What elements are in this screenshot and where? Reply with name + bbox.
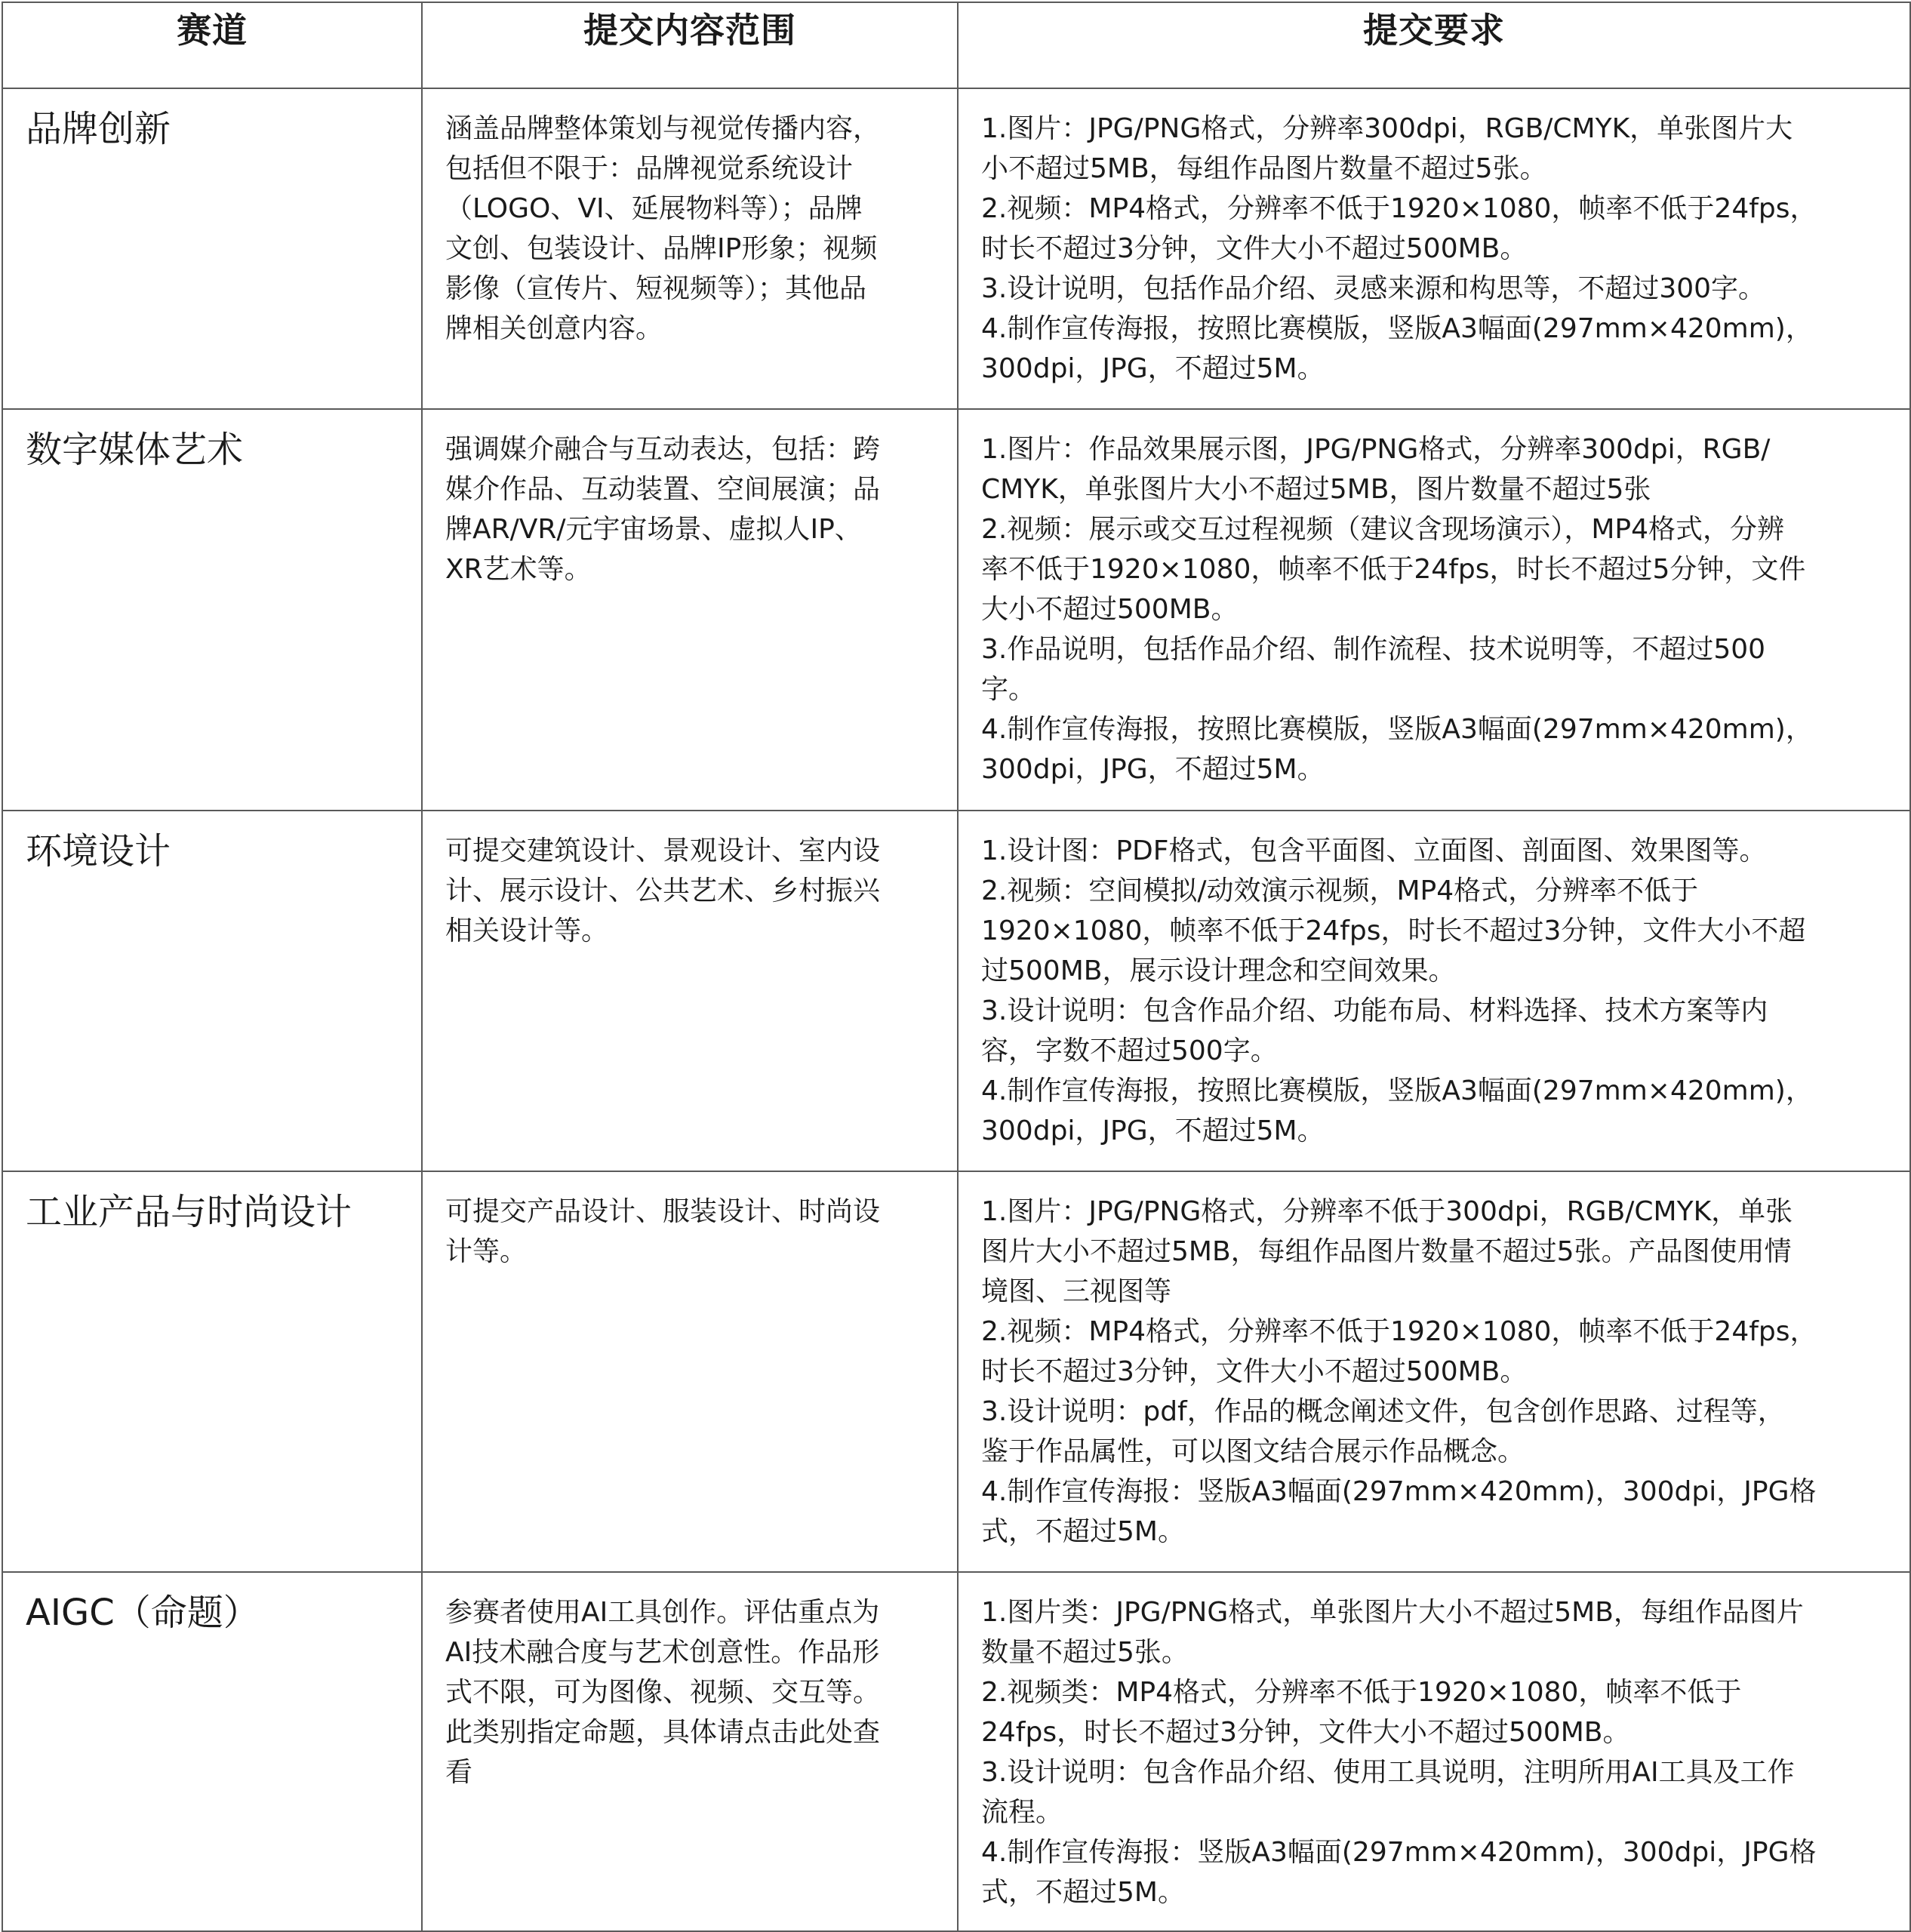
- requirement-item: 1.图片类：JPG/PNG格式，单张图片大小不超过5MB，每组作品图片 数量不超过5张。: [981, 1597, 1804, 1668]
- header-scope: 提交内容范围: [422, 2, 958, 88]
- table-row: [2, 811, 1910, 1171]
- track-name: AIGC（命题）: [26, 1592, 260, 1634]
- requirement-item: 2.视频：MP4格式，分辨率不低于1920×1080，帧率不低于24fps， 时长不超过3分钟，文件大小不超过500MB。: [981, 1316, 1817, 1387]
- requirement-item: 4.制作宣传海报，按照比赛模版，竖版A3幅面(297mm×420mm)， 300dpi，JPG，不超过5M。: [981, 313, 1813, 384]
- requirements-cell: [958, 88, 1910, 409]
- requirement-item: 1.图片：作品效果展示图，JPG/PNG格式，分辨率300dpi，RGB/ CMYK，单张图片大小不超过5MB，图片数量不超过5张: [981, 434, 1771, 505]
- scope-cell: [422, 409, 958, 811]
- requirement-item: 2.视频：MP4格式，分辨率不低于1920×1080，帧率不低于24fps， 时长不超过3分钟，文件大小不超过500MB。: [981, 193, 1817, 264]
- requirements-cell: [958, 1171, 1910, 1572]
- track-name: 环境设计: [26, 830, 171, 872]
- track-cell: [2, 1171, 422, 1572]
- requirement-item: 2.视频类：MP4格式，分辨率不低于1920×1080，帧率不低于 24fps，时长不超过3分钟，文件大小不超过500MB。: [981, 1677, 1742, 1748]
- requirement-item: 2.视频：展示或交互过程视频（建议含现场演示），MP4格式，分辨 率不低于1920×1080，帧率不低于24fps，时长不超过5分钟，文件 大小不超过500MB。: [981, 514, 1806, 625]
- scope-cell: [422, 1171, 958, 1572]
- requirement-item: 1.图片：JPG/PNG格式，分辨率300dpi，RGB/CMYK，单张图片大 小不超过5MB，每组作品图片数量不超过5张。: [981, 113, 1793, 184]
- table-row: [2, 88, 1910, 409]
- track-name: 数字媒体艺术: [26, 429, 244, 471]
- requirement-item: 1.设计图：PDF格式，包含平面图、立面图、剖面图、效果图等。: [981, 835, 1767, 866]
- scope-cell: [422, 811, 958, 1171]
- requirement-item: 3.作品说明，包括作品介绍、制作流程、技术说明等，不超过500 字。: [981, 634, 1766, 705]
- track-name: 品牌创新: [26, 108, 171, 150]
- requirement-item: 2.视频：空间模拟/动效演示视频，MP4格式，分辨率不低于 1920×1080，帧率不低于24fps，时长不超过3分钟，文件大小不超 过500MB，展示设计理念和空间效果。: [981, 875, 1806, 986]
- submission-table: [2, 2, 1911, 1932]
- scope-text: 强调媒介融合与互动表达，包括：跨 媒介作品、互动装置、空间展演；品 牌AR/VR/元宇宙场景、虚拟人IP、 XR艺术等。: [445, 434, 881, 585]
- track-name: 工业产品与时尚设计: [26, 1191, 352, 1233]
- header-row: [2, 2, 1910, 88]
- scope-text: 参赛者使用AI工具创作。评估重点为 AI技术融合度与艺术创意性。作品形 式不限，可为图像、视频、交互等。 此类别指定命题，具体请点击此处查 看: [445, 1597, 881, 1788]
- requirements-cell: [958, 1572, 1910, 1931]
- requirement-item: 4.制作宣传海报，按照比赛模版，竖版A3幅面(297mm×420mm)， 300dpi，JPG，不超过5M。: [981, 714, 1813, 785]
- table-row: [2, 1572, 1910, 1931]
- requirement-item: 4.制作宣传海报：竖版A3幅面(297mm×420mm)，300dpi，JPG格 式，不超过5M。: [981, 1476, 1817, 1547]
- requirements-cell: [958, 811, 1910, 1171]
- table-row: [2, 1171, 1910, 1572]
- requirement-item: 1.图片：JPG/PNG格式，分辨率不低于300dpi，RGB/CMYK，单张 图片大小不超过5MB，每组作品图片数量不超过5张。产品图使用情 境图、三视图等: [981, 1196, 1793, 1307]
- header-track: 赛道: [2, 2, 422, 88]
- requirement-item: 3.设计说明：包含作品介绍、功能布局、材料选择、技术方案等内 容，字数不超过500字。: [981, 995, 1768, 1066]
- requirement-item: 4.制作宣传海报，按照比赛模版，竖版A3幅面(297mm×420mm)， 300dpi，JPG，不超过5M。: [981, 1075, 1813, 1146]
- requirements-cell: [958, 409, 1910, 811]
- scope-text: 可提交产品设计、服装设计、时尚设 计等。: [445, 1196, 881, 1267]
- table-row: [2, 409, 1910, 811]
- requirement-item: 4.制作宣传海报：竖版A3幅面(297mm×420mm)，300dpi，JPG格 式，不超过5M。: [981, 1837, 1817, 1908]
- track-cell: [2, 1572, 422, 1931]
- track-cell: [2, 409, 422, 811]
- requirement-item: 3.设计说明：pdf，作品的概念阐述文件，包含创作思路、过程等， 鉴于作品属性，可以图文结合展示作品概念。: [981, 1396, 1785, 1467]
- scope-text: 可提交建筑设计、景观设计、室内设 计、展示设计、公共艺术、乡村振兴 相关设计等。: [445, 835, 881, 946]
- requirement-item: 3.设计说明：包含作品介绍、使用工具说明，注明所用AI工具及工作 流程。: [981, 1757, 1795, 1828]
- header-requirements: 提交要求: [958, 2, 1910, 88]
- scope-cell: [422, 1572, 958, 1931]
- scope-cell: [422, 88, 958, 409]
- scope-text: 涵盖品牌整体策划与视觉传播内容， 包括但不限于：品牌视觉系统设计 （LOGO、VI、延展物料等）；品牌 文创、包装设计、品牌IP形象；视频 影像（宣传片、短视频等）；其他品 牌相关创意内容。: [445, 113, 881, 344]
- track-cell: [2, 88, 422, 409]
- track-cell: [2, 811, 422, 1171]
- requirement-item: 3.设计说明，包括作品介绍、灵感来源和构思等，不超过300字。: [981, 273, 1766, 304]
